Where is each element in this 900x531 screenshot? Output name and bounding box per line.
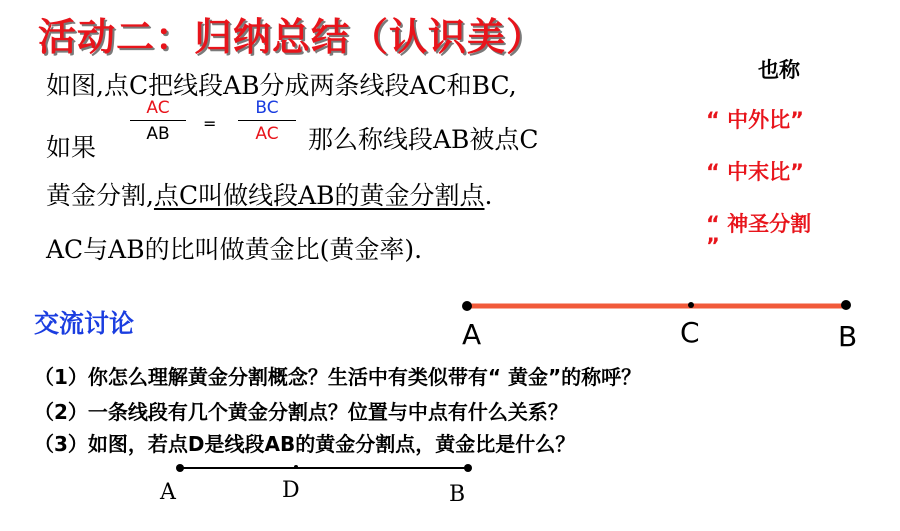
fraction-ac-ab	[130, 98, 186, 144]
point-b-label: B	[449, 482, 466, 507]
point-b-dot	[464, 464, 472, 472]
alias-item: “ 神圣分割	[706, 212, 812, 236]
alias-item: “ 中外比”	[706, 108, 804, 132]
point-a-dot	[176, 464, 184, 472]
point-b-label: B	[838, 320, 858, 353]
point-a-label: A	[462, 318, 482, 351]
definition-line-2: 那么称线段AB被点C	[308, 125, 539, 154]
definition-line-4: AC与AB的比叫做黄金比(黄金率).	[46, 235, 423, 264]
fraction-numerator: BC	[255, 98, 279, 118]
question-1: （1）你怎么理解黄金分割概念？生活中有类似带有“ 黄金”的称呼？	[34, 365, 642, 389]
question-3: （3）如图，若点D是线段AB的黄金分割点，黄金比是什么？	[34, 432, 576, 456]
alias-item: ”	[706, 234, 720, 258]
golden-section-term: 黄金分割,	[46, 181, 154, 210]
discussion-heading: 交流讨论	[34, 309, 135, 338]
question-2: （2）一条线段有几个黄金分割点？位置与中点有什么关系？	[34, 400, 568, 424]
fraction-denominator: AB	[146, 124, 170, 144]
point-c-dot	[688, 302, 694, 308]
golden-point-definition: 点C叫做线段AB的黄金分割点	[153, 181, 485, 210]
fraction-numerator: AC	[146, 98, 170, 118]
point-a-label: A	[160, 480, 176, 505]
segment-acb-diagram	[455, 290, 865, 320]
period: .	[484, 181, 493, 210]
definition-line-1: 如图,点C把线段AB分成两条线段AC和BC,	[46, 71, 517, 100]
point-b-dot	[841, 300, 851, 310]
if-label: 如果	[46, 133, 97, 162]
page-title: 活动二：归纳总结（认识美）	[38, 15, 546, 59]
point-a-dot	[462, 301, 472, 311]
definition-line-3	[46, 176, 492, 212]
point-d-dot	[294, 465, 298, 469]
fraction-bar	[238, 120, 296, 121]
alias-item: “ 中末比”	[706, 160, 804, 184]
aliases-heading: 也称	[758, 58, 800, 82]
equals-sign: =	[203, 114, 217, 133]
point-c-label: C	[680, 316, 700, 349]
fraction-bc-ac	[238, 98, 296, 144]
segment-adb-diagram	[170, 458, 480, 478]
fraction-bar	[130, 120, 186, 121]
point-d-label: D	[282, 478, 300, 503]
fraction-denominator: AC	[255, 124, 279, 144]
